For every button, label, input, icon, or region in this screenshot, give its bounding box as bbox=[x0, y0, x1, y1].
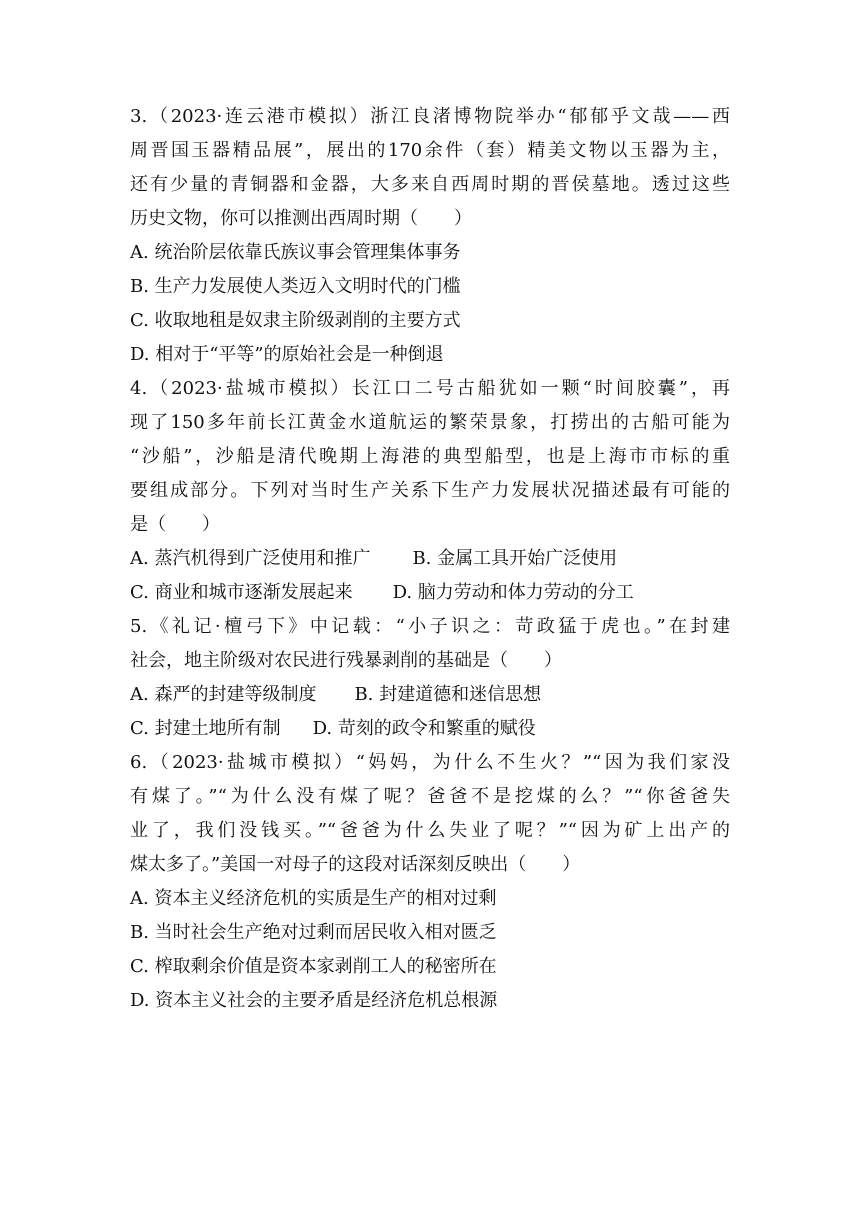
question-6-option-b: B. 当时社会生产绝对过剩而居民收入相对匮乏 bbox=[130, 922, 497, 943]
question-4 bbox=[130, 372, 730, 610]
question-5-options-row-1 bbox=[130, 678, 730, 712]
question-4-option-c: C. 商业和城市逐渐发展起来 bbox=[130, 582, 353, 603]
question-6-option-a: A. 资本主义经济危机的实质是生产的相对过剩 bbox=[130, 888, 497, 909]
question-4-stem-line-2: 现了150多年前长江黄金水道航运的繁荣景象，打捞出的古船可能为 bbox=[130, 412, 730, 433]
question-5-option-b: B. 封建道德和迷信思想 bbox=[354, 684, 542, 705]
question-6-stem-line-3: 业了，我们没钱买。”“爸爸为什么失业了呢？”“因为矿上出产的 bbox=[130, 820, 730, 841]
question-3 bbox=[130, 100, 730, 372]
question-5-option-c: C. 封建土地所有制 bbox=[130, 718, 281, 739]
question-4-stem-line-3: “沙船”，沙船是清代晚期上海港的典型船型，也是上海市市标的重 bbox=[130, 446, 730, 467]
question-4-stem-line-4: 要组成部分。下列对当时生产关系下生产力发展状况描述最有可能的 bbox=[130, 480, 730, 501]
question-5-option-a: A. 森严的封建等级制度 bbox=[130, 684, 317, 705]
question-6-stem-line-4: 煤太多了。”美国一对母子的这段对话深刻反映出（ ） bbox=[130, 854, 581, 875]
question-4-options-row-1 bbox=[130, 542, 730, 576]
question-6-stem-line-2: 有煤了。”“为什么没有煤了呢？爸爸不是挖煤的么？”“你爸爸失 bbox=[130, 786, 730, 807]
question-4-options-row-2 bbox=[130, 576, 730, 610]
question-3-option-c: C. 收取地租是奴隶主阶级剥削的主要方式 bbox=[130, 310, 461, 331]
question-3-stem-line-1: 3.（2023·连云港市模拟）浙江良渚博物院举办“郁郁乎文哉——西 bbox=[130, 106, 730, 127]
question-5-stem-line-1: 5.《礼记·檀弓下》中记载：“小子识之：苛政猛于虎也。”在封建 bbox=[130, 616, 730, 637]
question-3-stem-line-4: 历史文物，你可以推测出西周时期（ ） bbox=[130, 208, 472, 229]
question-4-option-a: A. 蒸汽机得到广泛使用和推广 bbox=[130, 548, 371, 569]
question-3-option-a: A. 统治阶层依靠氏族议事会管理集体事务 bbox=[130, 242, 461, 263]
question-3-option-d: D. 相对于“平等”的原始社会是一种倒退 bbox=[130, 344, 444, 365]
question-6-option-c: C. 榨取剩余价值是资本家剥削工人的秘密所在 bbox=[130, 956, 497, 977]
question-6 bbox=[130, 746, 730, 1018]
question-3-option-b: B. 生产力发展使人类迈入文明时代的门槛 bbox=[130, 276, 461, 297]
question-5 bbox=[130, 610, 730, 746]
question-5-stem-line-2: 社会，地主阶级对农民进行残暴剥削的基础是（ ） bbox=[130, 650, 562, 671]
question-5-option-d: D. 苛刻的政令和繁重的赋役 bbox=[312, 718, 536, 739]
question-3-stem-line-2: 周晋国玉器精品展”，展出的170余件（套）精美文物以玉器为主， bbox=[130, 140, 730, 161]
question-6-stem-line-1: 6.（2023·盐城市模拟）“妈妈，为什么不生火？”“因为我们家没 bbox=[130, 752, 730, 773]
question-4-stem-line-1: 4.（2023·盐城市模拟）长江口二号古船犹如一颗“时间胶囊”，再 bbox=[130, 378, 730, 399]
question-6-option-d: D. 资本主义社会的主要矛盾是经济危机总根源 bbox=[130, 990, 498, 1011]
question-4-stem-line-5: 是（ ） bbox=[130, 514, 220, 535]
question-4-option-b: B. 金属工具开始广泛使用 bbox=[412, 548, 618, 569]
question-4-option-d: D. 脑力劳动和体力劳动的分工 bbox=[392, 582, 634, 603]
question-5-options-row-2 bbox=[130, 712, 730, 746]
question-list bbox=[130, 100, 730, 1018]
question-3-stem-line-3: 还有少量的青铜器和金器，大多来自西周时期的晋侯墓地。透过这些 bbox=[130, 174, 730, 195]
